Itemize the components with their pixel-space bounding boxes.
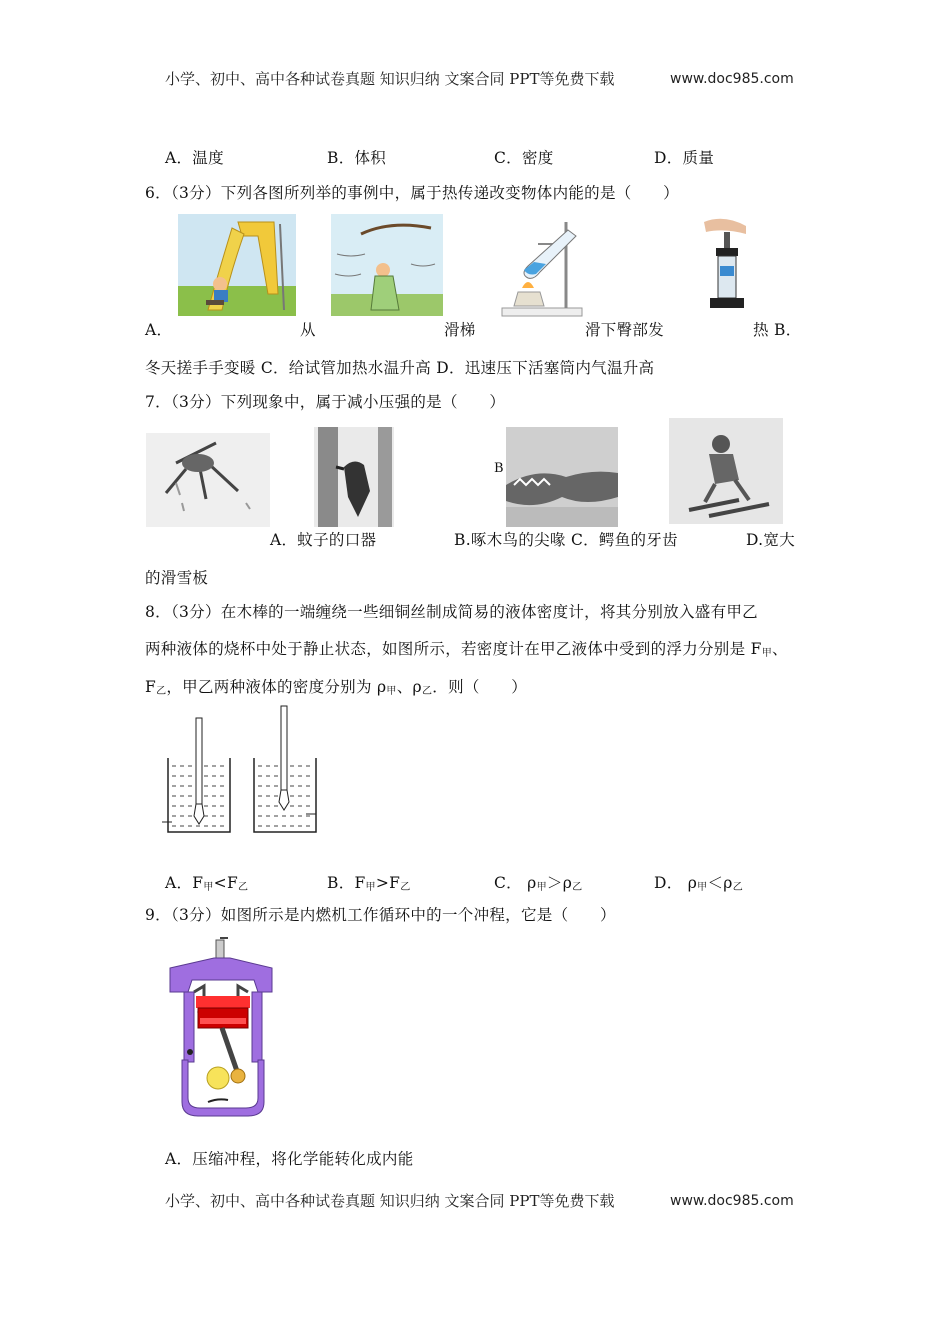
q6-stem: 6．（3分）下列各图所列举的事例中，属于热传递改变物体内能的是（ ）	[145, 184, 679, 202]
footer-text: 小学、初中、高中各种试卷真题 知识归纳 文案合同 PPT等免费下载	[165, 1192, 615, 1210]
crocodile-figure	[506, 427, 618, 527]
header-text: 小学、初中、高中各种试卷真题 知识归纳 文案合同 PPT等免费下载	[165, 70, 615, 88]
q8-line-1: 8．（3分）在木棒的一端缠绕一些细铜丝制成简易的液体密度计，将其分别放入盛有甲乙	[145, 603, 758, 621]
q8-option-c: C． $\rho_甲>\rho_乙$	[494, 874, 583, 893]
footer-url[interactable]: www.doc985.com	[670, 1193, 794, 1209]
q7-inline-b: B	[494, 461, 504, 476]
slide-figure	[178, 214, 296, 316]
hydrometer-figure	[160, 700, 320, 840]
skier-figure	[669, 418, 783, 524]
q7-text-2: B.啄木鸟的尖喙 C．鳄鱼的牙齿	[454, 531, 678, 549]
q9-stem: 9．（3分）如图所示是内燃机工作循环中的一个冲程，它是（ ）	[145, 906, 616, 924]
q7-line-2: 的滑雪板	[145, 569, 209, 587]
engine-figure	[168, 934, 278, 1120]
woodpecker-figure	[314, 427, 394, 527]
q5-option-d: D．质量	[654, 149, 715, 167]
q7-text-3: D.宽大	[746, 531, 796, 549]
wind-figure	[331, 214, 443, 316]
test-tube-figure	[498, 214, 586, 318]
mosquito-figure	[146, 433, 270, 527]
q8-option-b: B．$F_甲>F_乙$	[327, 874, 411, 893]
q8-option-a: A．$F_甲<F_乙$	[165, 874, 249, 893]
page-header	[165, 68, 615, 89]
piston-figure	[700, 212, 756, 320]
q8-option-d: D． $\rho_甲<\rho_乙$	[654, 874, 744, 893]
q6-text-4: 热 B．	[753, 321, 802, 339]
q7-text-1: A．蚊子的口器	[270, 531, 377, 549]
q6-option-a-label: A．	[145, 321, 173, 339]
q6-text-1: 从	[300, 321, 316, 339]
q9-option-a: A．压缩冲程，将化学能转化成内能	[165, 1150, 414, 1168]
q6-text-2: 滑梯	[444, 321, 476, 339]
q5-option-b: B．体积	[327, 149, 387, 167]
q5-option-a: A．温度	[165, 149, 224, 167]
q7-stem: 7．（3分）下列现象中，属于减小压强的是（ ）	[145, 393, 506, 411]
q5-option-c: C．密度	[494, 149, 554, 167]
q8-line-2: 两种液体的烧杯中处于静止状态，如图所示，若密度计在甲乙液体中受到的浮力分别是 $F_甲$、	[145, 640, 788, 659]
q6-text-3: 滑下臀部发	[585, 321, 665, 339]
page-footer	[165, 1190, 615, 1211]
q6-line-2: 冬天搓手手变暖 C．给试管加热水温升高 D．迅速压下活塞筒内气温升高	[145, 359, 655, 377]
q8-line-3: $F_乙$，甲乙两种液体的密度分别为 $\rho_甲$、$\rho_乙$．则（ ）	[145, 678, 528, 697]
header-url[interactable]: www.doc985.com	[670, 71, 794, 87]
